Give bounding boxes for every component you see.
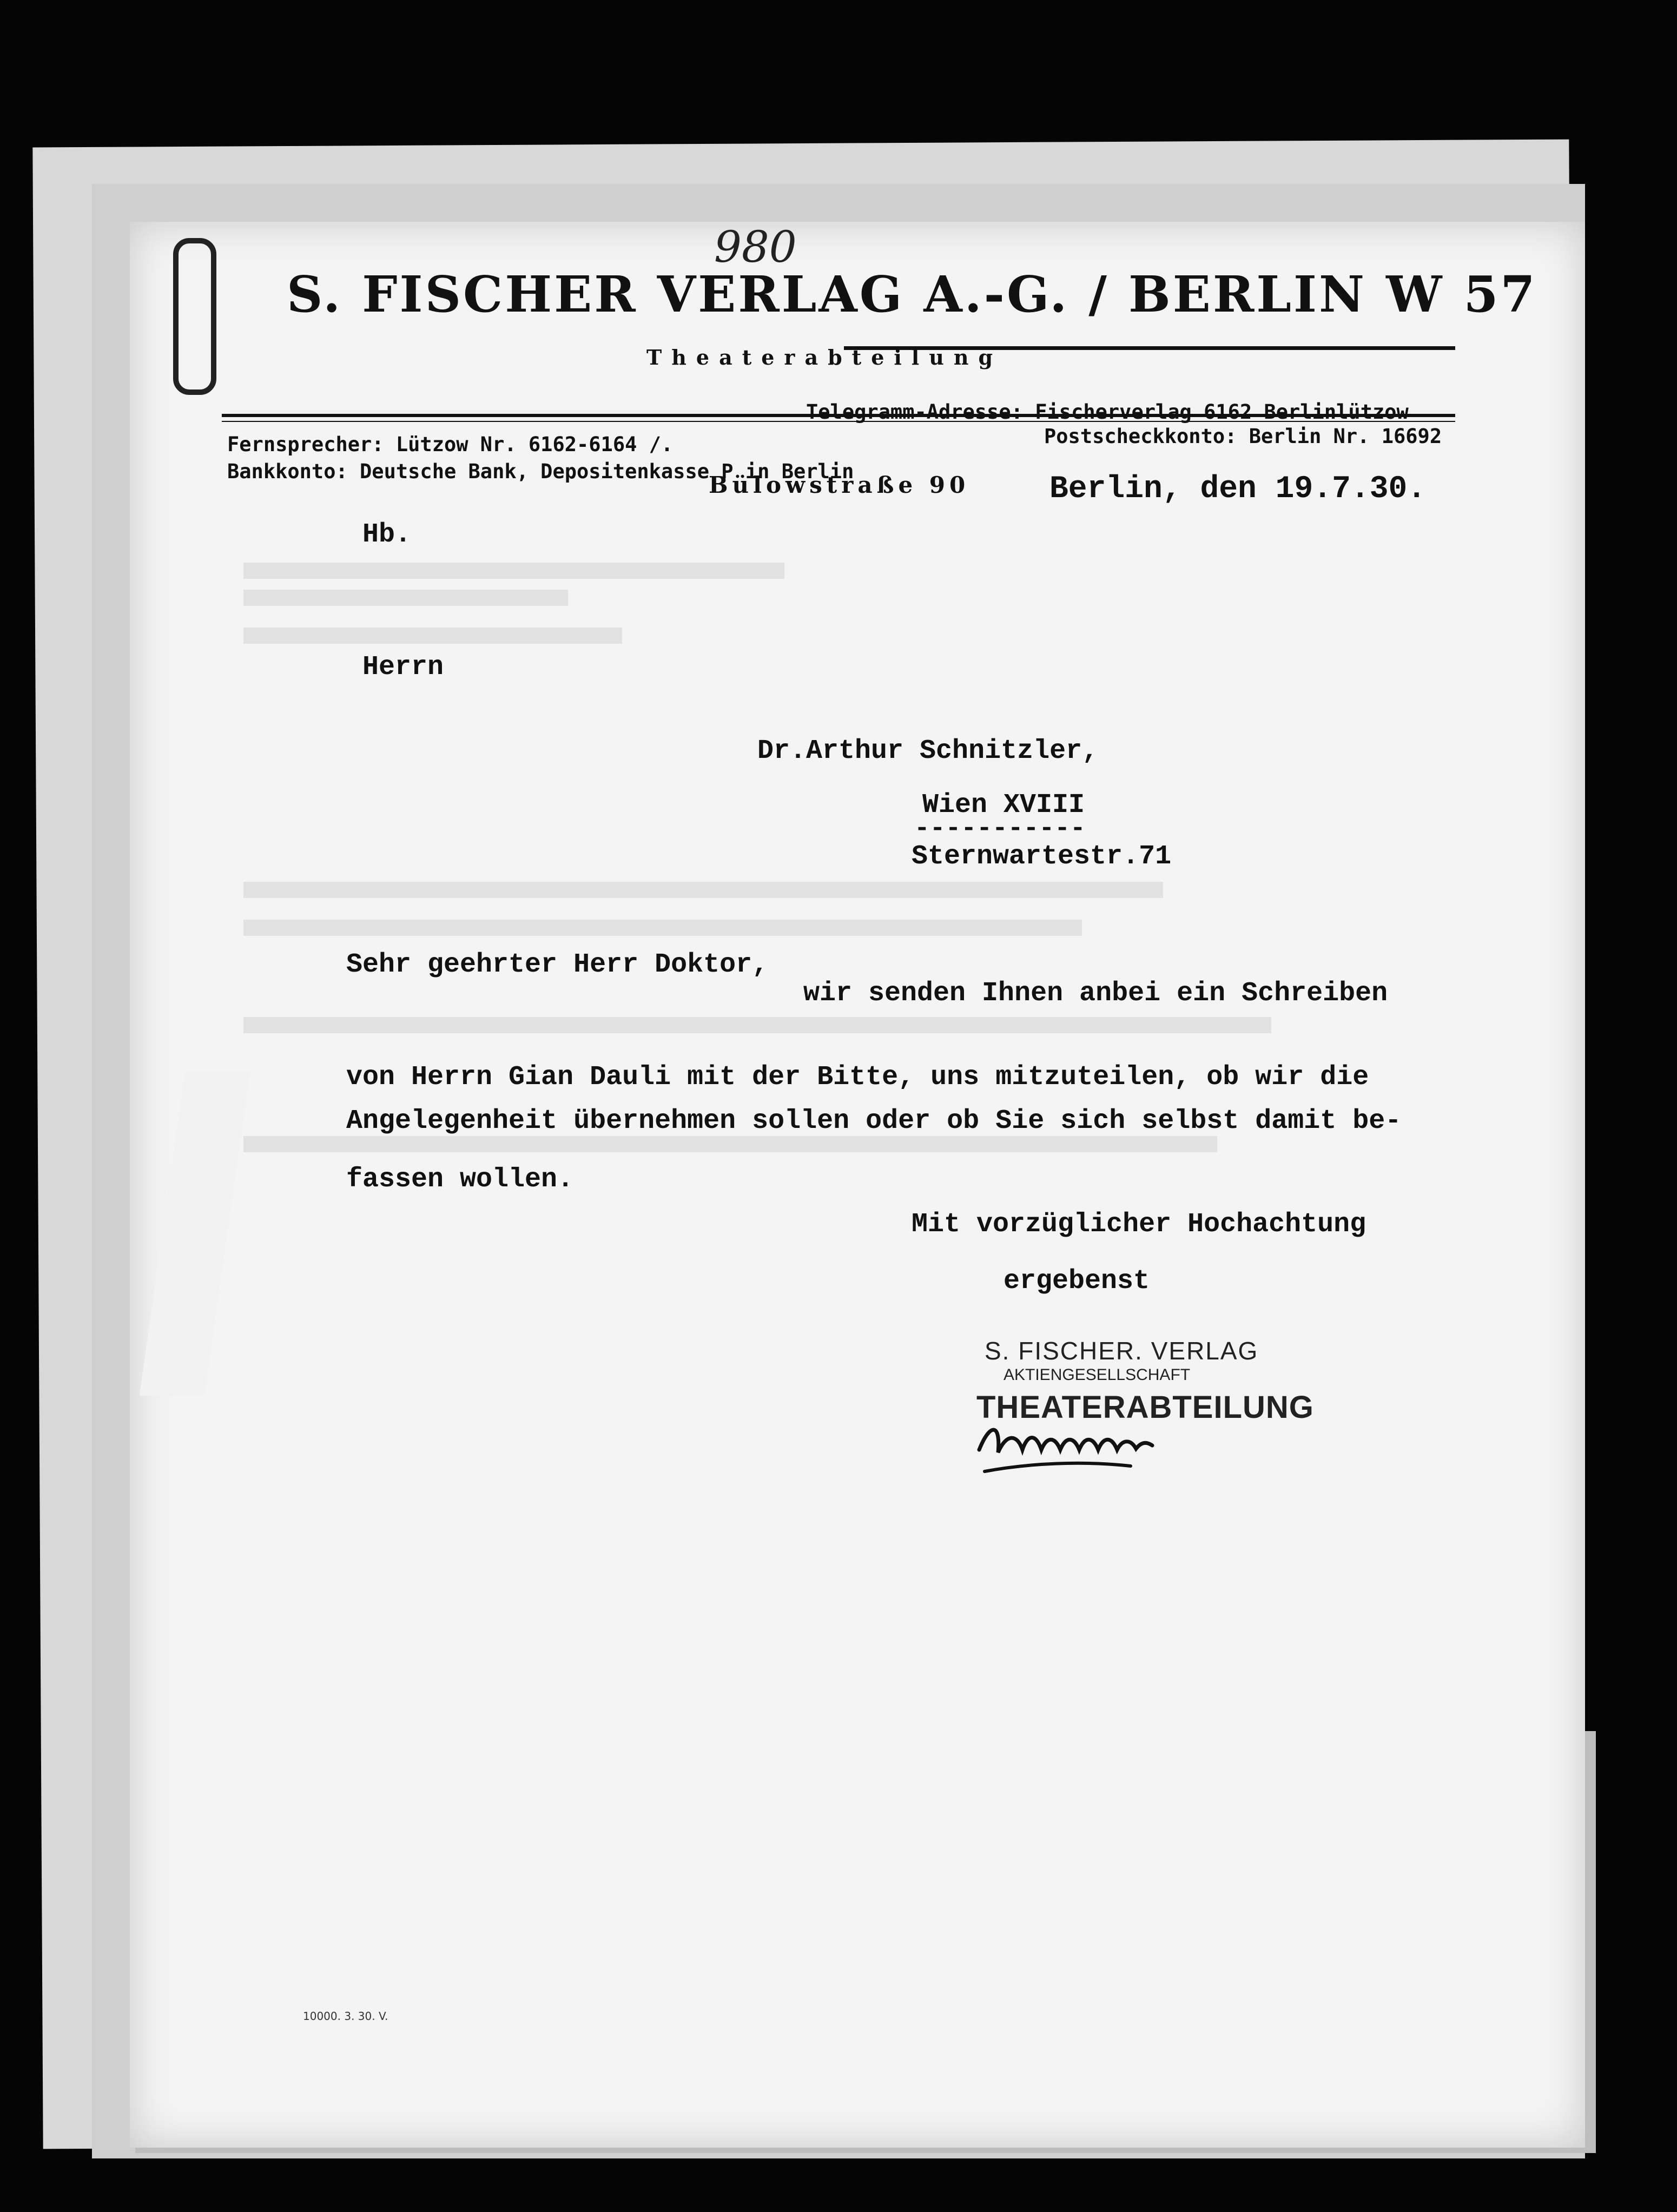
handwritten-signature — [974, 1412, 1179, 1482]
letterhead-company: S. FISCHER VERLAG A.-G. / BERLIN W 57 — [287, 265, 1537, 323]
stamp-line: S. FISCHER. VERLAG — [985, 1337, 1259, 1365]
body-line: von Herrn Gian Dauli mit der Bitte, uns mitzuteilen, ob wir die — [346, 1062, 1369, 1093]
body-line: Angelegenheit übernehmen sollen oder ob Sie sich selbst damit be- — [346, 1106, 1402, 1137]
recipient-city: Wien XVIII — [922, 790, 1085, 821]
letterhead-department: Theaterabteilung — [646, 345, 1003, 369]
bleed-through-text — [243, 563, 784, 579]
letter-reference: Hb. — [362, 519, 412, 550]
bleed-through-text — [243, 590, 568, 606]
bleed-through-text — [243, 1136, 1217, 1152]
letterhead-phone: Fernsprecher: Lützow Nr. 6162-6164 /. — [227, 433, 674, 456]
letter-date: Berlin, den 19.7.30. — [1049, 472, 1427, 507]
bleed-through-text — [243, 1017, 1271, 1033]
letter-ergebenst: ergebenst — [1003, 1266, 1150, 1297]
print-mark: 10000. 3. 30. V. — [303, 2010, 388, 2023]
letterhead-bank: Bankkonto: Deutsche Bank, Depositenkasse P in Berlin — [227, 460, 854, 483]
city-underline: ----------- — [914, 814, 1086, 843]
letterhead-postal-check: Postscheckkonto: Berlin Nr. 16692 — [1044, 425, 1442, 448]
letter-greeting: Sehr geehrter Herr Doktor, — [346, 949, 769, 980]
letterhead-telegram: Telegramm-Adresse: Fischerverlag 6162 Berlinlützow — [806, 400, 1409, 424]
bleed-through-text — [243, 920, 1082, 936]
stamp-line: THEATERABTEILUNG — [976, 1390, 1314, 1425]
letterhead-street: Bülowstraße 90 — [709, 472, 970, 498]
letter-closing: Mit vorzüglicher Hochachtung — [912, 1209, 1366, 1240]
bleed-through-text — [243, 882, 1163, 898]
recipient-street: Sternwartestr.71 — [912, 841, 1172, 872]
addressee-title: Herrn — [362, 652, 444, 683]
paper-clip — [173, 238, 216, 395]
body-line: fassen wollen. — [346, 1164, 574, 1195]
archive-number: 980 — [714, 222, 797, 272]
stamp-line: AKTIENGESELLSCHAFT — [1003, 1366, 1191, 1384]
recipient-name: Dr.Arthur Schnitzler, — [757, 736, 1099, 767]
body-line: wir senden Ihnen anbei ein Schreiben — [803, 978, 1388, 1009]
bleed-through-text — [243, 628, 622, 644]
